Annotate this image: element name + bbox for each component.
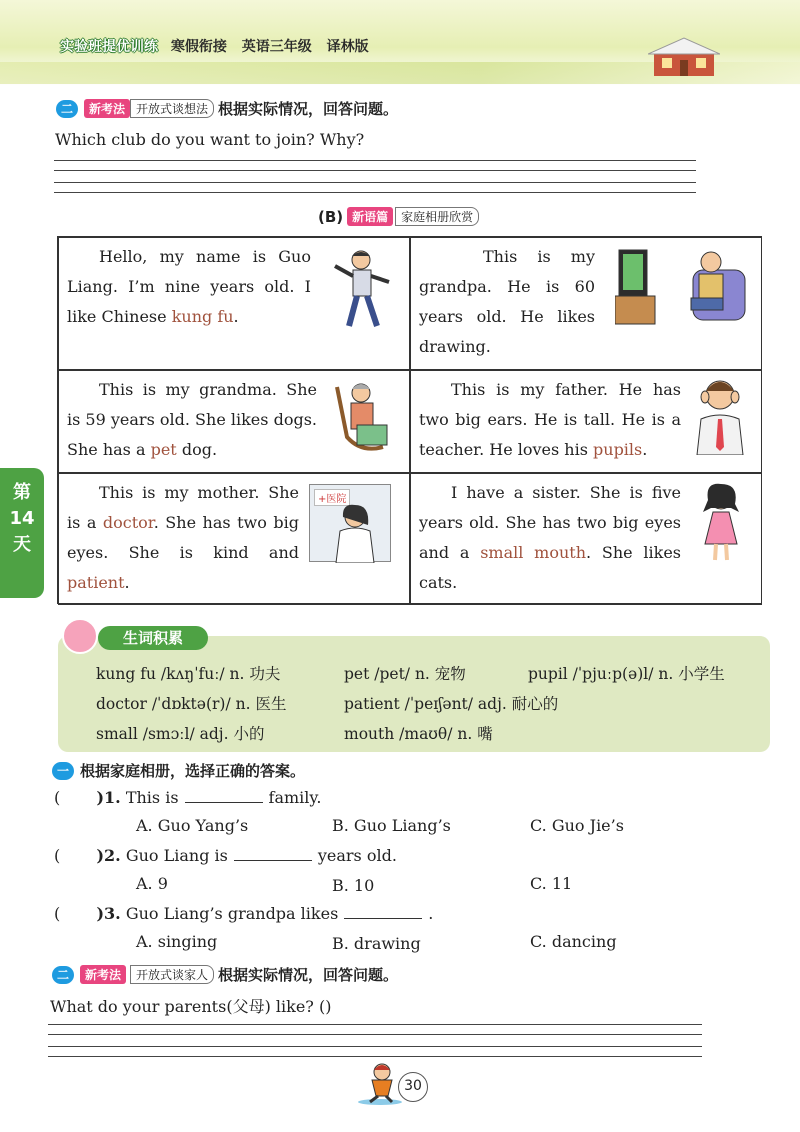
answer-line bbox=[48, 1024, 702, 1025]
section-two-top-heading bbox=[56, 98, 398, 119]
option-c[interactable]: C. Guo Jie’s bbox=[530, 816, 624, 835]
text-segment: dog. bbox=[176, 440, 218, 459]
father-text bbox=[419, 375, 681, 465]
text-segment: This is my father. He has two big ears. He is tall. He is a teacher. He loves his bbox=[419, 380, 681, 459]
answer-line bbox=[54, 170, 696, 171]
answer-line bbox=[48, 1046, 702, 1047]
header-subtitle-grade: 英语三年级 bbox=[241, 39, 312, 55]
text-segment: Hello, my name is Guo Liang. I’m nine years old. I like Chinese bbox=[67, 247, 311, 326]
header-subtitle-edition: 译林版 bbox=[326, 39, 369, 55]
side-tab-day-number: 14 bbox=[9, 508, 35, 529]
guo-liang-text bbox=[67, 242, 311, 332]
question-3 bbox=[54, 904, 433, 923]
answer-line bbox=[48, 1034, 702, 1035]
section-two-bottom-heading bbox=[52, 964, 398, 985]
text-segment: . She has two big eyes. She is kind and bbox=[67, 513, 299, 562]
side-tab-line: 天 bbox=[13, 534, 31, 555]
section-instruction: 根据实际情况，回答问题。 bbox=[218, 966, 399, 984]
vocab-item: mouth /maʊθ/ n. 嘴 bbox=[344, 725, 493, 743]
vocab-item: pupil /ˈpjuːp(ə)l/ n. 小学生 bbox=[528, 665, 725, 683]
question-text: family. bbox=[268, 788, 322, 807]
question-text: Guo Liang’s grandpa likes bbox=[125, 904, 339, 923]
grandma-rocking-chair-picture bbox=[327, 377, 395, 457]
question-2 bbox=[54, 846, 397, 865]
vocabulary-label: 生词积累 bbox=[98, 626, 208, 650]
family-album-table bbox=[57, 236, 762, 604]
album-cell-sister bbox=[410, 473, 762, 605]
text-segment: . bbox=[124, 573, 130, 592]
option-c[interactable]: C. 11 bbox=[530, 874, 573, 893]
answer-line bbox=[54, 160, 696, 161]
highlight-word: pet bbox=[150, 440, 177, 459]
vocab-item: kung fu /kʌŋˈfuː/ n. 功夫 bbox=[96, 665, 281, 683]
highlight-word: small bbox=[480, 543, 524, 562]
section-number-badge: 二 bbox=[52, 966, 74, 984]
doctor-clinic-picture bbox=[309, 484, 391, 562]
section-instruction: 根据实际情况，回答问题。 bbox=[218, 100, 399, 118]
section-number-badge: 一 bbox=[52, 762, 74, 780]
house-illustration-icon bbox=[648, 36, 720, 76]
answer-line bbox=[54, 192, 696, 193]
question-1 bbox=[54, 788, 321, 807]
open-question: Which club do you want to join? Why? bbox=[55, 130, 365, 149]
question-text: This is bbox=[125, 788, 179, 807]
fill-blank[interactable] bbox=[185, 789, 263, 803]
sister-picture bbox=[695, 482, 747, 562]
grandma-text bbox=[67, 375, 317, 465]
father-picture bbox=[691, 375, 749, 455]
mother-text bbox=[67, 478, 299, 598]
question-number: )3. bbox=[96, 904, 121, 923]
option-a[interactable]: A. singing bbox=[136, 932, 218, 951]
page-header bbox=[0, 0, 800, 86]
text-segment bbox=[523, 543, 534, 562]
fill-blank[interactable] bbox=[344, 905, 422, 919]
album-cell-guo-liang bbox=[58, 237, 410, 370]
question-text: . bbox=[428, 904, 434, 923]
answer-paren-open: ( bbox=[54, 904, 61, 923]
new-exam-tag: 新考法 bbox=[84, 99, 130, 118]
option-b[interactable]: B. drawing bbox=[332, 934, 421, 953]
sister-text bbox=[419, 478, 681, 598]
brand-name: 实验班提优训练 bbox=[60, 39, 158, 55]
album-cell-father bbox=[410, 370, 762, 473]
clinic-sign: +医院 bbox=[314, 489, 350, 506]
text-segment: This is my mother. She is a bbox=[67, 483, 299, 532]
option-a[interactable]: A. 9 bbox=[136, 874, 168, 893]
highlight-word: patient bbox=[67, 573, 125, 592]
open-topic-tag: 开放式谈家人 bbox=[130, 965, 214, 984]
vocab-item: small /smɔːl/ adj. 小的 bbox=[96, 725, 265, 743]
open-topic-tag: 开放式谈想法 bbox=[130, 99, 214, 118]
text-segment: . bbox=[642, 440, 648, 459]
new-exam-tag: 新考法 bbox=[80, 965, 126, 984]
question-number: )1. bbox=[96, 788, 121, 807]
highlight-word: kung fu bbox=[171, 307, 234, 326]
album-cell-mother bbox=[58, 473, 410, 605]
highlight-word: mouth bbox=[534, 543, 586, 562]
section-letter: (B) bbox=[318, 207, 344, 226]
grandpa-text: This is my grandpa. He is 60 years old. He likes drawing. bbox=[419, 247, 595, 356]
grandpa-tv-picture bbox=[615, 244, 747, 326]
album-topic-tag: 家庭相册欣赏 bbox=[395, 207, 479, 226]
header-subtitle-winter: 寒假衔接 bbox=[170, 39, 227, 55]
answer-line bbox=[54, 182, 696, 183]
answer-line bbox=[48, 1056, 702, 1057]
text-segment: . She likes cats. bbox=[419, 543, 682, 592]
page-number: 30 bbox=[398, 1072, 428, 1102]
day-side-tab bbox=[0, 468, 44, 598]
text-segment: . bbox=[233, 307, 239, 326]
vocab-item: doctor /ˈdɒktə(r)/ n. 医生 bbox=[96, 695, 287, 713]
answer-paren-open: ( bbox=[54, 846, 61, 865]
option-a[interactable]: A. Guo Yang’s bbox=[136, 816, 249, 835]
answer-paren-open: ( bbox=[54, 788, 61, 807]
side-tab-line: 第 bbox=[13, 482, 31, 503]
vocab-item: pet /pet/ n. 宠物 bbox=[344, 665, 466, 683]
option-b[interactable]: B. Guo Liang’s bbox=[332, 816, 451, 835]
option-b[interactable]: B. 10 bbox=[332, 876, 375, 895]
fill-blank[interactable] bbox=[234, 847, 312, 861]
section-one-heading bbox=[52, 760, 305, 781]
question-text: Guo Liang is bbox=[125, 846, 228, 865]
highlight-word: pupils bbox=[593, 440, 643, 459]
section-instruction: 根据家庭相册，选择正确的答案。 bbox=[80, 762, 306, 780]
header-title bbox=[60, 36, 369, 56]
album-cell-grandma bbox=[58, 370, 410, 473]
text-segment: This is my grandma. She is 59 years old. She likes dogs. She has a bbox=[67, 380, 317, 459]
highlight-word: doctor bbox=[102, 513, 154, 532]
kung-fu-boy-picture bbox=[331, 248, 393, 332]
text-segment: I have a sister. She is five years old. She has two big eyes and a bbox=[419, 483, 681, 562]
album-heading bbox=[318, 207, 483, 226]
question-number: )2. bbox=[96, 846, 121, 865]
album-cell-grandpa bbox=[410, 237, 762, 370]
piggy-bank-icon bbox=[62, 618, 98, 654]
open-question: What do your parents(父母) like? () bbox=[50, 997, 332, 1016]
vocab-item: patient /ˈpeɪʃənt/ adj. 耐心的 bbox=[344, 695, 559, 713]
question-text: years old. bbox=[317, 846, 397, 865]
doctor-icon bbox=[330, 503, 380, 563]
section-number-badge: 二 bbox=[56, 100, 78, 118]
option-c[interactable]: C. dancing bbox=[530, 932, 617, 951]
new-text-tag: 新语篇 bbox=[347, 207, 393, 226]
